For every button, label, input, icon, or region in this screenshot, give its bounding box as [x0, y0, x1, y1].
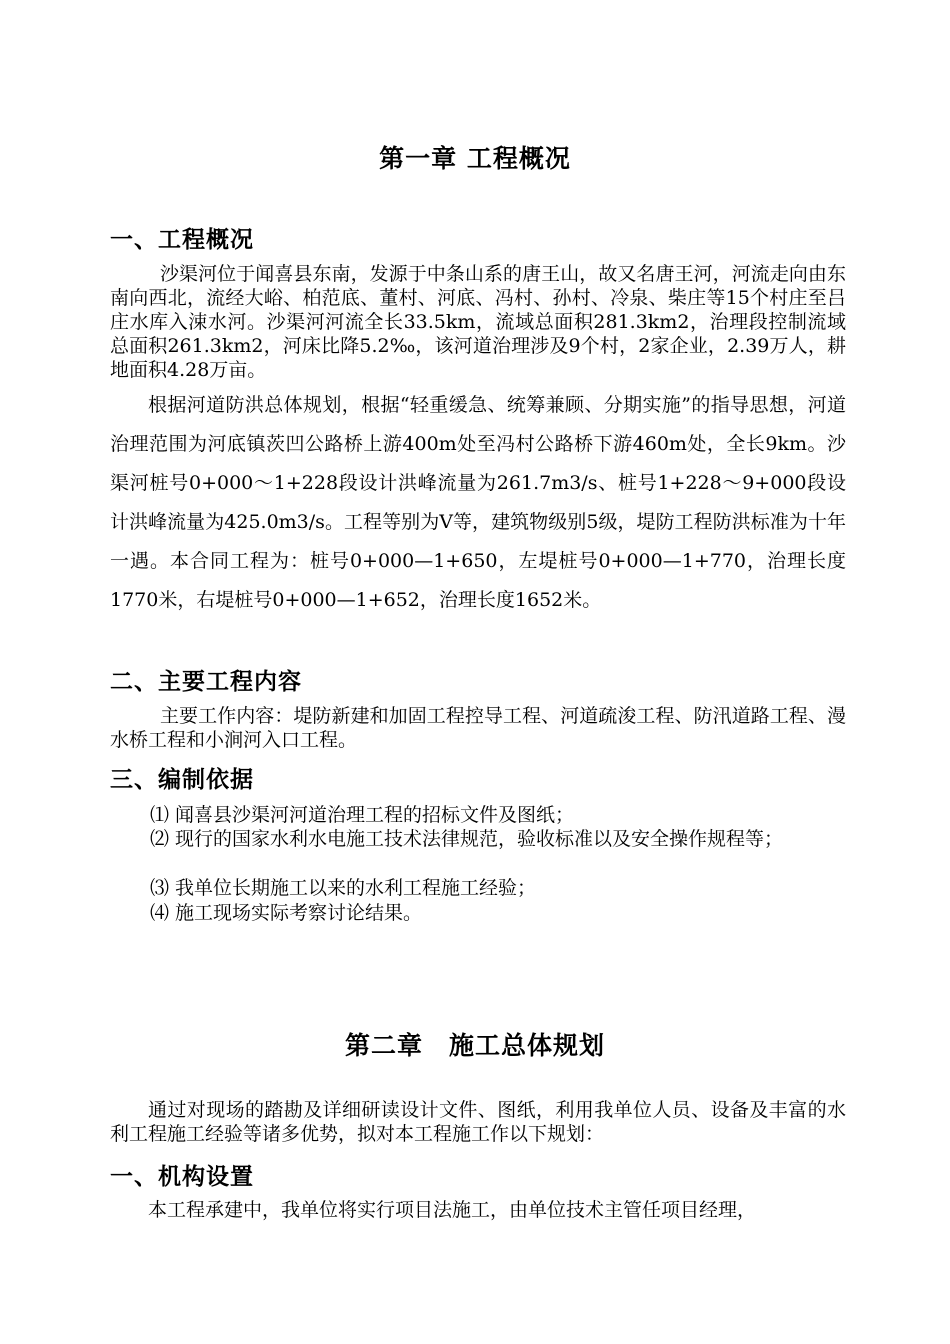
basis-list-item: ⑷ 施工现场实际考察讨论结果。	[150, 902, 423, 924]
main-content-paragraph: 主要工作内容：堤防新建和加固工程控导工程、河道疏浚工程、防汛道路工程、漫水桥工程和小涧河入口工程。	[110, 705, 846, 751]
section-heading-organization: 一、机构设置	[110, 1164, 254, 1190]
basis-list-item: ⑶ 我单位长期施工以来的水利工程施工经验；	[150, 877, 537, 899]
chapter-2-title: 第二章 施工总体规划	[344, 1031, 605, 1060]
overview-paragraph-2: 根据河道防洪总体规划，根据“轻重缓急、统筹兼顾、分期实施”的指导思想，河道治理范围为河底镇茨凹公路桥上游400m处至冯村公路桥下游460m处，全长9km。沙渠河桩号0+000～1+228段设计洪峰流量为261.7m3/s、桩号1+228～9+000段设计洪峰流量为425.0m3/s。工程等别为Ⅴ等，建筑物级别5级，堤防工程防洪标准为十年一遇。本合同工程为：桩号0+000—1+650，左堤桩号0+000—1+770，治理长度1770米，右堤桩号0+000—1+652，治理长度1652米。	[110, 394, 846, 611]
chapter-1-title: 第一章 工程概况	[379, 144, 571, 173]
organization-paragraph: 本工程承建中，我单位将实行项目法施工，由单位技术主管任项目经理，	[148, 1199, 757, 1221]
basis-list-item: ⑴ 闻喜县沙渠河河道治理工程的招标文件及图纸；	[150, 804, 575, 826]
basis-list-item: ⑵ 现行的国家水利水电施工技术法律规范，验收标准以及安全操作规程等；	[150, 828, 784, 850]
section-heading-overview: 一、工程概况	[110, 227, 254, 253]
section-heading-main-content: 二、主要工程内容	[110, 669, 302, 695]
section-heading-basis: 三、编制依据	[110, 767, 254, 793]
overview-paragraph-1: 沙渠河位于闻喜县东南，发源于中条山系的唐王山，故又名唐王河，河流走向由东南向西北，流经大峪、柏范底、董村、河底、冯村、孙村、冷泉、柴庄等15个村庄至吕庄水库入涑水河。沙渠河河流全长33.5km，流域总面积281.3km2，治理段控制流域总面积261.3km2，河床比降5.2‰，该河道治理涉及9个村，2家企业，2.39万人，耕地面积4.28万亩。	[110, 263, 846, 381]
chapter-2-intro: 通过对现场的踏勘及详细研读设计文件、图纸，利用我单位人员、设备及丰富的水利工程施工经验等诸多优势，拟对本工程施工作以下规划：	[110, 1099, 846, 1145]
